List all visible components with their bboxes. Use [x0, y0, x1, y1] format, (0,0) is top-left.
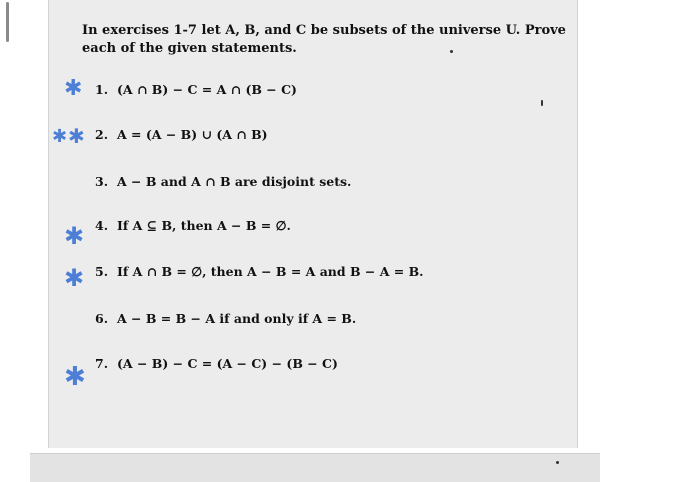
exercise-statement: (A − B) − C = (A − C) − (B − C) [117, 356, 338, 371]
exercise-number: 2. [95, 127, 109, 142]
scroll-indicator[interactable] [6, 2, 9, 42]
exercise-statement: If A ∩ B = ∅, then A − B = A and B − A = B. [117, 264, 424, 279]
star-mark-icon: ✱ [68, 124, 85, 148]
exercise-item [95, 356, 338, 371]
star-mark-icon: ✱ [64, 222, 85, 250]
exercise-item [95, 264, 424, 279]
exercise-item [95, 127, 268, 142]
star-mark-icon: ✱ [64, 264, 85, 292]
stray-mark [541, 100, 543, 106]
exercise-number: 1. [95, 82, 109, 97]
star-mark-icon: ✱ [64, 76, 83, 101]
exercise-item [95, 311, 356, 326]
star-mark-icon: ✱ [52, 126, 68, 147]
exercise-statement: (A ∩ B) − C = A ∩ (B − C) [117, 82, 297, 97]
exercise-statement: A = (A − B) ∪ (A ∩ B) [117, 127, 268, 142]
exercise-number: 3. [95, 174, 109, 189]
problem-intro: In exercises 1-7 let A, B, and C be subsets of the universe U. Prove each of the given statements. [82, 23, 566, 56]
exercise-number: 4. [95, 218, 109, 233]
stray-dot [556, 461, 559, 464]
stray-dot [450, 50, 453, 53]
star-mark-icon: ✱ [64, 362, 86, 392]
exercise-item [95, 82, 297, 97]
bottom-bar [30, 453, 600, 482]
exercise-statement: A − B and A ∩ B are disjoint sets. [117, 174, 352, 189]
exercise-statement: A − B = B − A if and only if A = B. [117, 311, 357, 326]
exercise-number: 5. [95, 264, 109, 279]
exercise-item [95, 218, 291, 233]
exercise-number: 6. [95, 311, 109, 326]
exercise-statement: If A ⊆ B, then A − B = ∅. [117, 218, 291, 233]
exercise-number: 7. [95, 356, 109, 371]
exercise-item [95, 174, 351, 189]
